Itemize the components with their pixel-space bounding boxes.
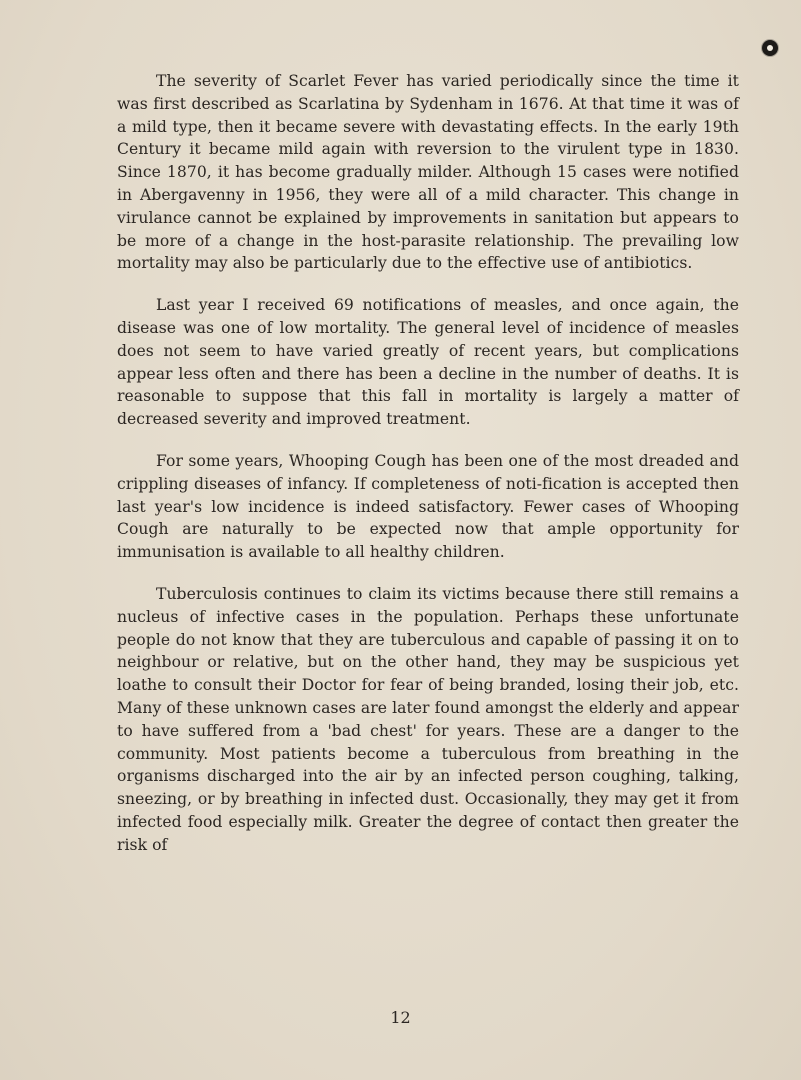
page-number: 12: [390, 1008, 411, 1027]
paragraph-tuberculosis: Tuberculosis continues to claim its victims because there still remains a nucleus of infective cases in the population. Perhaps these unfortunate people do not know that they are tuberculous and capable of passing it on to neighbour or relative, but on the other hand, they may be suspicious yet loathe to consult their Doctor for fear of being branded, losing their job, etc. Many of these unknown cases are later found amongst the elderly and appear to have suffered from a 'bad chest' for years. These are a danger to the community. Most patients become a tuberculous from breathing in the organisms discharged into the air by an infected person coughing, talking, sneezing, or by breathing in infected dust. Occasionally, they may get it from infected food especially milk. Greater the degree of contact then greater the risk of: [117, 584, 739, 854]
body-text: [117, 70, 739, 857]
binder-hole-icon: [762, 40, 778, 56]
paragraph-measles: Last year I received 69 notifications of measles, and once again, the disease was one of low mortality. The general level of incidence of measles does not seem to have varied greatly of recent years, but complications appear less often and there has been a decline in the number of deaths. It is reasonable to suppose that this fall in mortality is largely a matter of decreased severity and improved treatment.: [117, 296, 739, 429]
paragraph-scarlet-fever: The severity of Scarlet Fever has varied periodically since the time it was first described as Scarlatina by Sydenham in 1676. At that time it was of a mild type, then it became severe with devastating effects. In the early 19th Century it became mild again with reversion to the virulent type in 1830. Since 1870, it has become gradually milder. Although 15 cases were notified in Abergavenny in 1956, they were all of a mild character. This change in virulance cannot be explained by improvements in sanitation but appears to be more of a change in the host-parasite relationship. The prevailing low mortality may also be particularly due to the effective use of antibiotics.: [117, 72, 739, 273]
paragraph-whooping-cough: For some years, Whooping Cough has been one of the most dreaded and crippling diseases of infancy. If completeness of noti-fication is accepted then last year's low incidence is indeed satisfactory. Fewer cases of Whooping Cough are naturally to be expected now that ample opportunity for immunisation is available to all healthy children.: [117, 451, 739, 562]
